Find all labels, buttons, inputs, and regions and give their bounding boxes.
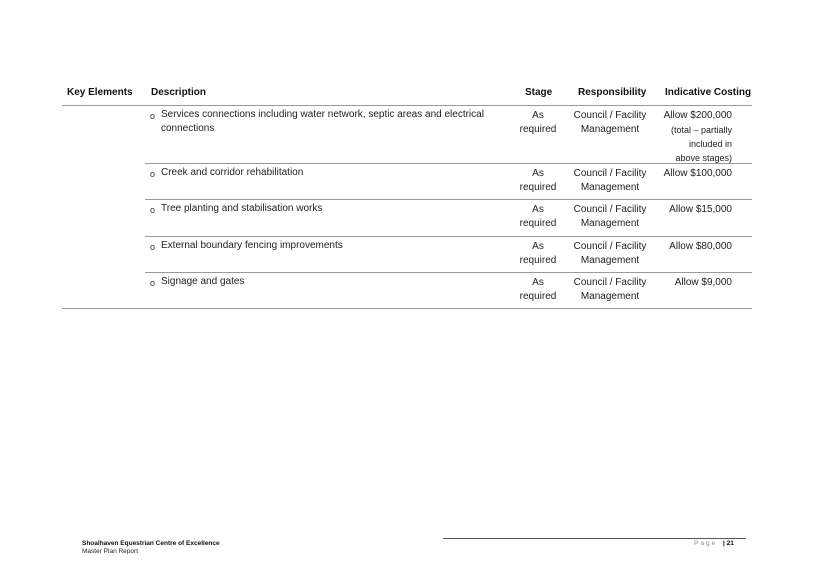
row-responsibility: Council / Facility Management (573, 168, 647, 193)
header-indicative-costing: Indicative Costing (665, 87, 752, 98)
row-costing: Allow $80,000 (669, 241, 732, 252)
footer-document-subtitle: Master Plan Report (82, 548, 138, 555)
row-costing: Allow $9,000 (674, 277, 732, 288)
row-description: Services connections including water network, septic areas and electrical connections (161, 109, 484, 134)
row-costing: Allow $15,000 (669, 204, 732, 215)
row-stage: As required (519, 110, 557, 135)
header-responsibility: Responsibility (578, 87, 647, 98)
header-description: Description (151, 87, 207, 98)
bullet-marker: o (150, 205, 156, 215)
bullet-marker: o (150, 111, 156, 121)
row-description: Signage and gates (161, 276, 245, 287)
row-costing: Allow $100,000 (663, 168, 732, 179)
row-costing: Allow $200,000 (total – partially included in above stages) (663, 110, 732, 163)
footer-document-title: Shoalhaven Equestrian Centre of Excellence (82, 540, 220, 547)
row-responsibility: Council / Facility Management (573, 277, 647, 302)
table-bottom-border (62, 308, 752, 309)
footer-divider (443, 538, 746, 539)
row-description: Tree planting and stabilisation works (161, 203, 323, 214)
header-stage: Stage (525, 87, 553, 98)
header-divider (62, 105, 752, 106)
row-stage: As required (519, 241, 557, 266)
page-label: Page (694, 540, 718, 547)
row-description: Creek and corridor rehabilitation (161, 167, 304, 178)
row-divider (145, 272, 752, 273)
row-divider (145, 199, 752, 200)
row-description: External boundary fencing improvements (161, 240, 343, 251)
bullet-marker: o (150, 242, 156, 252)
header-key-elements: Key Elements (67, 87, 133, 98)
row-responsibility: Council / Facility Management (573, 110, 647, 135)
row-stage: As required (519, 204, 557, 229)
row-responsibility: Council / Facility Management (573, 204, 647, 229)
row-stage: As required (519, 168, 557, 193)
bullet-marker: o (150, 169, 156, 179)
row-stage: As required (519, 277, 557, 302)
row-divider (145, 163, 752, 164)
page-number: | 21 (723, 540, 734, 547)
row-responsibility: Council / Facility Management (573, 241, 647, 266)
row-divider (145, 236, 752, 237)
bullet-marker: o (150, 278, 156, 288)
